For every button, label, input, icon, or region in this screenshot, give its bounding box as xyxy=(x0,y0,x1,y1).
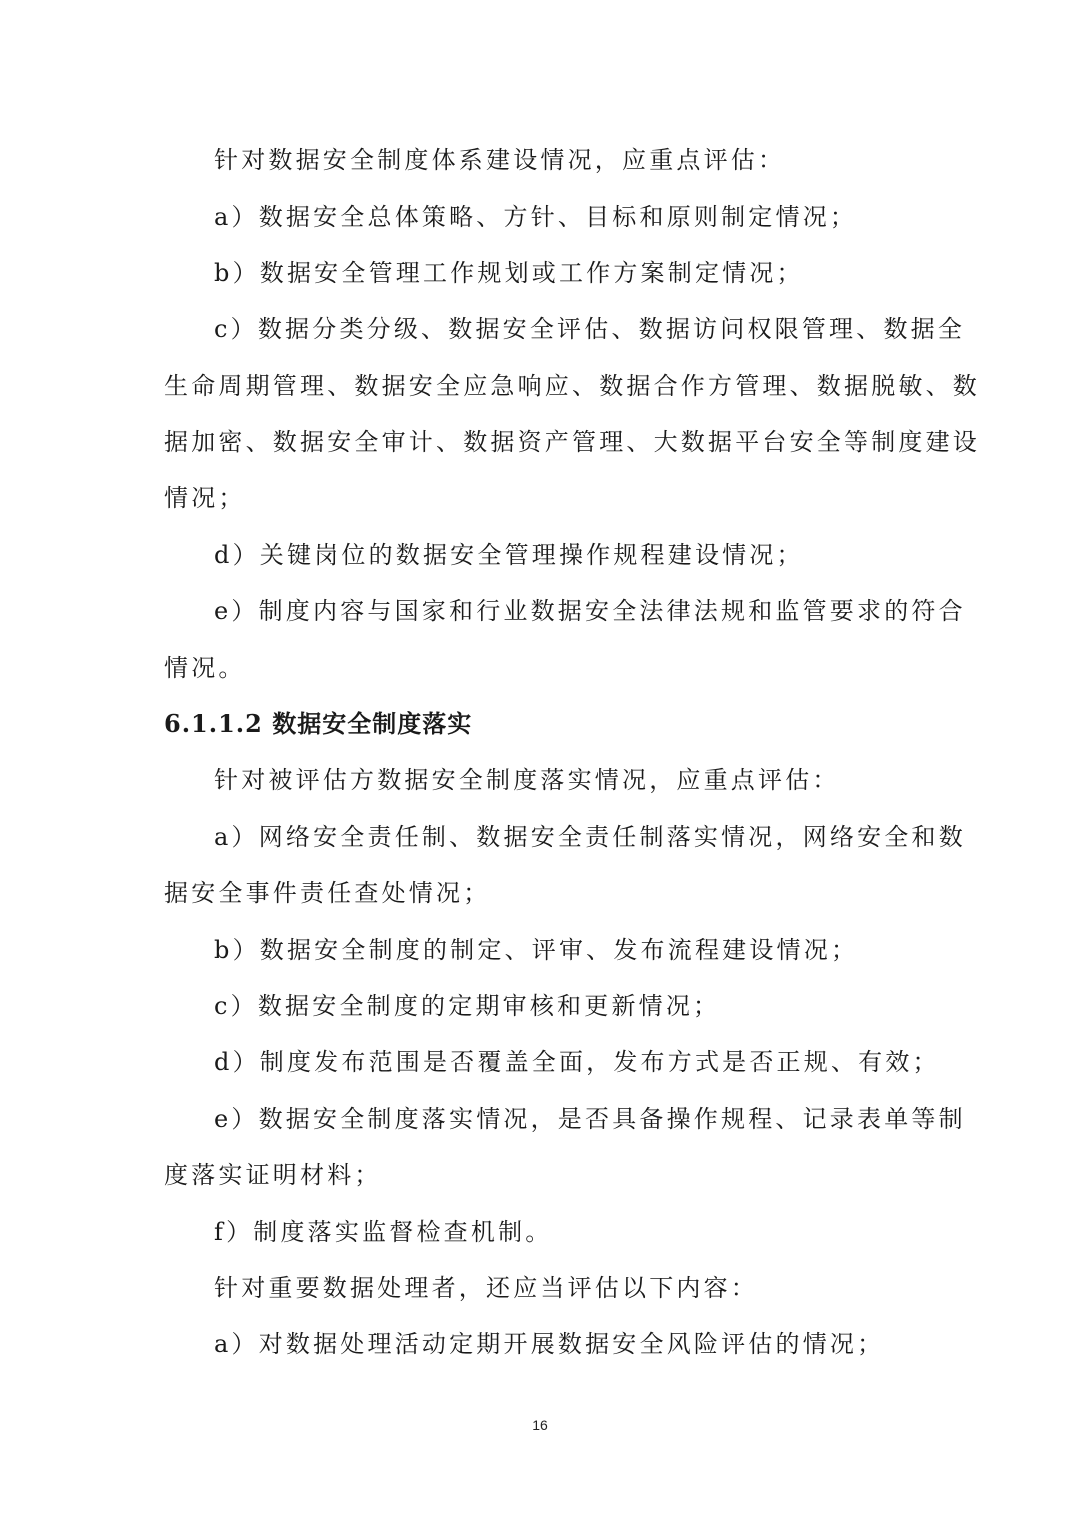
list-item-e-line-1: e）制度内容与国家和行业数据安全法律法规和监管要求的符合 xyxy=(214,597,966,625)
list-item-e-evidence-line-1: e）数据安全制度落实情况，是否具备操作规程、记录表单等制 xyxy=(214,1105,966,1133)
page-number: 16 xyxy=(532,1417,548,1433)
paragraph-intro-system: 针对数据安全制度体系建设情况，应重点评估： xyxy=(214,146,786,174)
section-heading: 6.1.1.2 数据安全制度落实 xyxy=(164,709,473,738)
list-item-c-review: c）数据安全制度的定期审核和更新情况； xyxy=(214,992,721,1020)
list-item-c-line-2: 生命周期管理、数据安全应急响应、数据合作方管理、数据脱敏、数 xyxy=(164,372,980,400)
list-item-c-line-4: 情况； xyxy=(164,484,246,512)
list-item-a-responsibility-line-2: 据安全事件责任查处情况； xyxy=(164,879,491,907)
list-item-e-line-2: 情况。 xyxy=(164,654,246,682)
list-item-a-responsibility-line-1: a）网络安全责任制、数据安全责任制落实情况，网络安全和数 xyxy=(214,823,966,851)
paragraph-intro-implementation: 针对被评估方数据安全制度落实情况，应重点评估： xyxy=(214,766,840,794)
list-item-c-line-1: c）数据分类分级、数据安全评估、数据访问权限管理、数据全 xyxy=(214,315,966,343)
list-item-c-line-3: 据加密、数据安全审计、数据资产管理、大数据平台安全等制度建设 xyxy=(164,428,980,456)
list-item-b-planning: b）数据安全管理工作规划或工作方案制定情况； xyxy=(214,259,804,287)
list-item-a-strategy: a）数据安全总体策略、方针、目标和原则制定情况； xyxy=(214,203,858,231)
list-item-d-scope: d）制度发布范围是否覆盖全面，发布方式是否正规、有效； xyxy=(214,1048,940,1076)
list-item-b-process: b）数据安全制度的制定、评审、发布流程建设情况； xyxy=(214,936,859,964)
list-item-e-evidence-line-2: 度落实证明材料； xyxy=(164,1161,382,1189)
list-item-a-risk-assessment: a）对数据处理活动定期开展数据安全风险评估的情况； xyxy=(214,1330,885,1358)
paragraph-important-data-handlers: 针对重要数据处理者，还应当评估以下内容： xyxy=(214,1274,758,1302)
list-item-d-key-positions: d）关键岗位的数据安全管理操作规程建设情况； xyxy=(214,541,804,569)
list-item-f-supervision: f）制度落实监督检查机制。 xyxy=(214,1218,553,1246)
